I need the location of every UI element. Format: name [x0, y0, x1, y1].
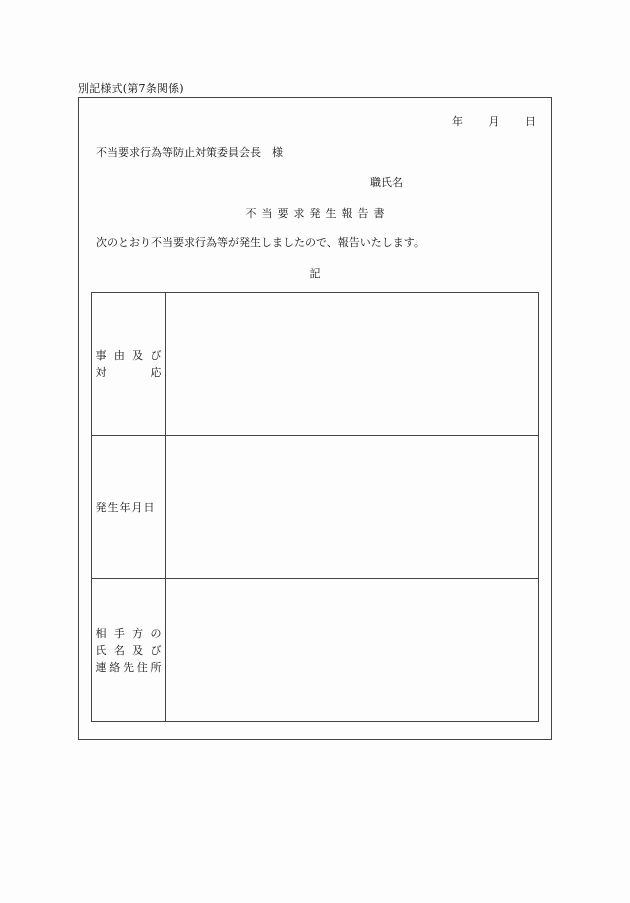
row-label-cell: [92, 436, 166, 579]
incident-response-field[interactable]: [166, 293, 539, 436]
row-label-cell: [92, 293, 166, 436]
ki-heading: 記: [309, 267, 321, 280]
addressee: 不当要求行為等防止対策委員会長 様: [96, 146, 283, 159]
report-table: [91, 292, 539, 722]
row-label-line: 相 手 方 の: [95, 626, 162, 640]
form-title: 不当要求発生報告書: [245, 207, 390, 220]
occurrence-date-field[interactable]: [166, 436, 539, 579]
date-line: [452, 113, 536, 129]
form-caption: 別記様式(第7条関係): [78, 82, 184, 95]
table-row-date: [92, 436, 539, 579]
date-year-label: 年: [452, 115, 463, 128]
date-month-label: 月: [488, 115, 500, 128]
date-day-label: 日: [525, 115, 536, 128]
row-label-line: 氏 名 及 び: [95, 643, 162, 657]
counterparty-info-field[interactable]: [166, 579, 539, 722]
row-label-line: 事 由 及 び: [95, 349, 162, 362]
table-row-incident: [92, 293, 539, 436]
body-text: 次のとおり不当要求行為等が発生しましたので、報告いたします。: [96, 236, 425, 249]
row-label-line: 発生年月日: [95, 500, 156, 514]
row-label-line: 連 絡 先 住 所: [95, 660, 162, 674]
row-label-line: 対 応: [95, 366, 162, 379]
table-row-party: [92, 579, 539, 722]
sender-label: 職氏名: [370, 176, 403, 189]
row-label-cell: [92, 579, 166, 722]
